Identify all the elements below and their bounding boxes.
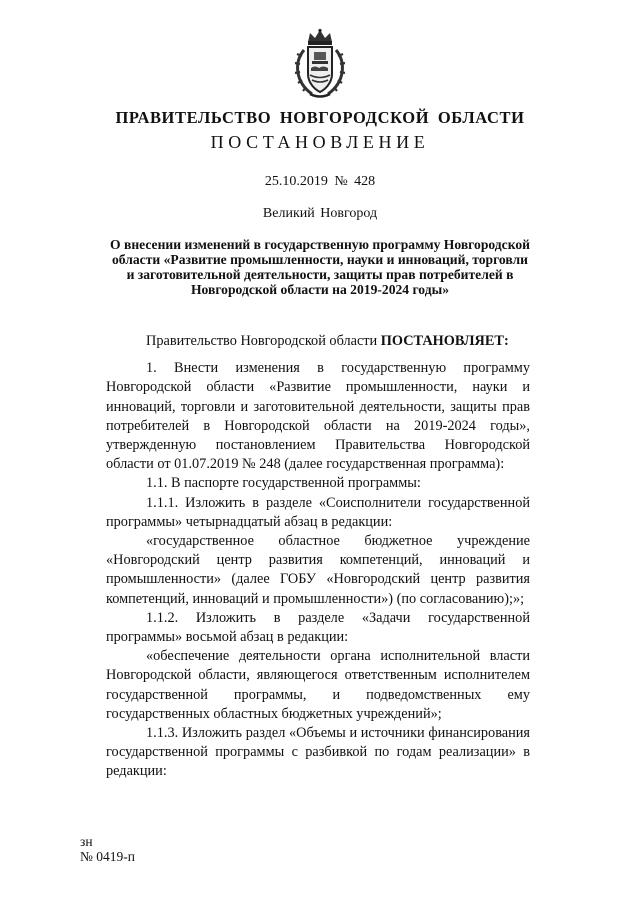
organization-title: ПРАВИТЕЛЬСТВО НОВГОРОДСКОЙ ОБЛАСТИ [115, 108, 525, 127]
novgorod-coat-of-arms-icon [290, 28, 350, 100]
document-type: ПОСТАНОВЛЕНИЕ [210, 132, 430, 152]
paragraph-1-1-3: 1.1.3. Изложить раздел «Объемы и источники финансирования государственной программы с разбивкой по годам реализации» в редакции: [106, 725, 530, 780]
paragraph-quote-2: «обеспечение деятельности органа исполнительной власти Новгородской области, являющегося ответственным исполнителем государственной программы, и подведомственных ему государственных областных бюджетных учреждений»; [106, 648, 530, 722]
footer-initials: зн [80, 834, 93, 849]
intro-emphasis: ПОСТАНОВЛЯЕТ: [380, 333, 509, 349]
footer-code: № 0419-п [80, 849, 135, 864]
intro-paragraph [106, 332, 530, 351]
paragraph-1-1-2: 1.1.2. Изложить в разделе «Задачи государственной программы» восьмой абзац в редакции: [106, 609, 530, 646]
document-city: Великий Новгород [262, 206, 378, 221]
intro-text: Правительство Новгородской области [146, 333, 381, 349]
paragraph-1-1-1: 1.1.1. Изложить в разделе «Соисполнители государственной программы» четырнадцатый абзац в редакции: [106, 494, 530, 530]
document-heading: О внесении изменений в государственную программу Новгородской области «Развитие промышленности, науки и инноваций, торговли и заготовительной деятельности, защиты прав потребителей в Новгородской области на 2019-2024 годы» [110, 237, 530, 297]
paragraph-1: 1. Внести изменения в государственную программу Новгородской области «Развитие промышленности, науки и инноваций, торговли и заготовительной деятельности, защиты прав потребителей в Новгородской области на 2019-2024 годы», утвержденную постановлением Правительства Новгородской области от 01.07.2019 № 248 (далее государственная программа): [106, 360, 530, 473]
document-footer [80, 834, 135, 864]
document-body [106, 332, 530, 782]
document-date-number: 25.10.2019 № 428 [264, 174, 376, 189]
paragraph-1-1: 1.1. В паспорте государственной программы: [146, 475, 421, 492]
paragraph-quote-1: «государственное областное бюджетное учреждение «Новгородский центр развития компетенций, инноваций и промышленности» (далее ГОБУ «Новгородский центр развития компетенций, инноваций и промышленности») (по согласованию);»; [106, 533, 530, 607]
